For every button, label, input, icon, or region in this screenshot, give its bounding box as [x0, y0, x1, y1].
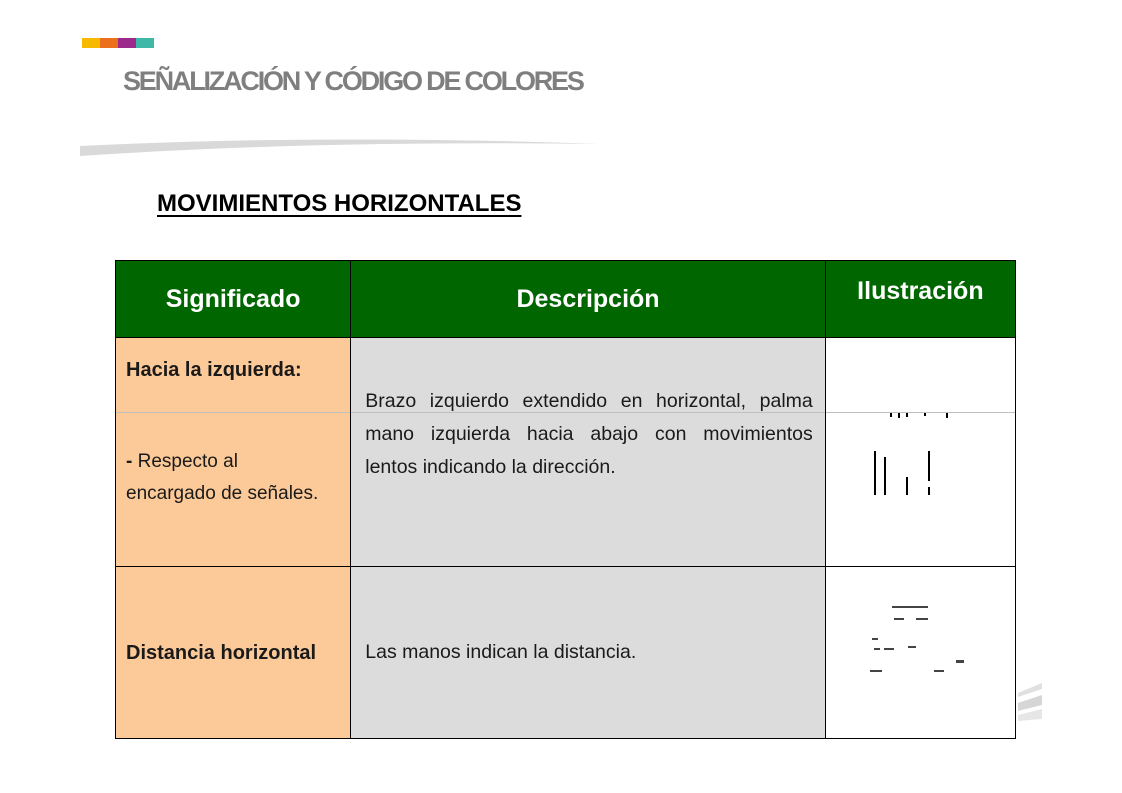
section-heading: MOVIMIENTOS HORIZONTALES: [157, 190, 522, 217]
decorative-swoosh-right: [1018, 683, 1042, 723]
significado-title: Distancia horizontal: [126, 641, 317, 664]
slide-title: SEÑALIZACIÓN Y CÓDIGO DE COLORES: [123, 66, 583, 96]
significado-note: [126, 446, 326, 510]
signals-table: [115, 260, 1016, 739]
cell-descripcion: [351, 567, 826, 739]
cell-ilustracion: [825, 338, 1015, 567]
accent-square-orange: [100, 38, 118, 48]
cell-significado: [116, 338, 351, 567]
header-ilustracion: Ilustración: [825, 261, 1015, 338]
cell-ilustracion: [825, 567, 1015, 739]
header-significado: Significado: [116, 261, 351, 338]
row-split-line: [351, 412, 825, 413]
descripcion-text: Brazo izquierdo extendido en horizontal, palma mano izquierda hacia abajo con movimientos lentos indicando la dirección.: [365, 389, 813, 478]
table-row: [116, 567, 1016, 739]
cell-significado: [116, 567, 351, 739]
row-split-line: [826, 412, 1015, 413]
significado-dash: -: [126, 451, 133, 472]
significado-note-text: Respecto al encargado de señales.: [126, 451, 319, 504]
row-split-line: [116, 412, 350, 413]
table-row: [116, 338, 1016, 567]
accent-color-bar: [82, 38, 154, 48]
header-descripcion: Descripción: [351, 261, 826, 338]
hand-signal-distance-icon: [826, 568, 1014, 738]
cell-descripcion: [351, 338, 826, 567]
descripcion-text: Las manos indican la distancia.: [365, 641, 637, 663]
swoosh-divider: [80, 136, 600, 158]
accent-square-yellow: [82, 38, 100, 48]
significado-title: Hacia la izquierda:: [126, 359, 302, 381]
hand-signal-left-icon: [826, 339, 1014, 565]
table-header-row: [116, 261, 1016, 338]
accent-square-purple: [118, 38, 136, 48]
accent-square-teal: [136, 38, 154, 48]
